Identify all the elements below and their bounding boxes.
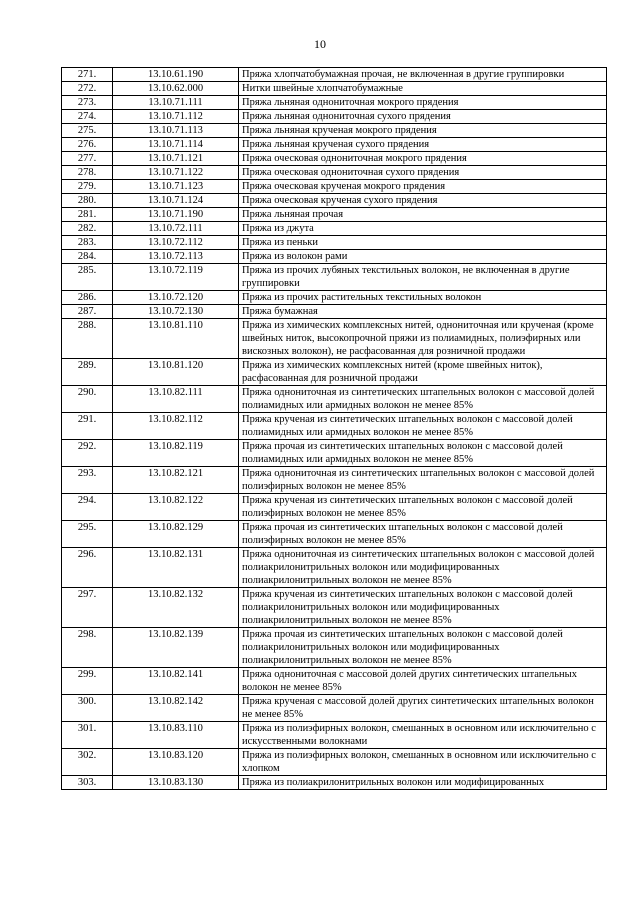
product-name: Пряжа из полиэфирных волокон, смешанных в основном или исключительно с хлопком	[239, 749, 607, 776]
row-number: 298.	[62, 628, 113, 668]
okpd-code: 13.10.72.130	[113, 305, 239, 319]
product-name: Нитки швейные хлопчатобумажные	[239, 82, 607, 96]
table-row	[62, 722, 607, 749]
product-name: Пряжа льняная прочая	[239, 208, 607, 222]
product-name: Пряжа из прочих растительных текстильных волокон	[239, 291, 607, 305]
row-number: 285.	[62, 264, 113, 291]
row-number: 284.	[62, 250, 113, 264]
product-name: Пряжа хлопчатобумажная прочая, не включенная в другие группировки	[239, 68, 607, 82]
product-name: Пряжа крученая из синтетических штапельных волокон с массовой долей полиамидных или армидных волокон не менее 85%	[239, 413, 607, 440]
okpd-code: 13.10.72.113	[113, 250, 239, 264]
okpd-code: 13.10.72.119	[113, 264, 239, 291]
product-name: Пряжа однониточная из синтетических штапельных волокон с массовой долей полиамидных или армидных волокон не менее 85%	[239, 386, 607, 413]
product-name: Пряжа оческовая однониточная сухого прядения	[239, 166, 607, 180]
table-row	[62, 467, 607, 494]
row-number: 293.	[62, 467, 113, 494]
okpd-code: 13.10.82.129	[113, 521, 239, 548]
product-name: Пряжа из прочих лубяных текстильных волокон, не включенная в другие группировки	[239, 264, 607, 291]
okpd-code: 13.10.71.122	[113, 166, 239, 180]
row-number: 276.	[62, 138, 113, 152]
okpd-code: 13.10.83.110	[113, 722, 239, 749]
product-name: Пряжа льняная крученая сухого прядения	[239, 138, 607, 152]
table-row	[62, 413, 607, 440]
okpd-code: 13.10.62.000	[113, 82, 239, 96]
okpd-code: 13.10.71.111	[113, 96, 239, 110]
row-number: 287.	[62, 305, 113, 319]
table-row	[62, 152, 607, 166]
table-row	[62, 291, 607, 305]
row-number: 271.	[62, 68, 113, 82]
product-name: Пряжа оческовая крученая мокрого прядения	[239, 180, 607, 194]
page-number: 10	[314, 37, 326, 51]
row-number: 294.	[62, 494, 113, 521]
okpd-code: 13.10.83.130	[113, 776, 239, 790]
row-number: 300.	[62, 695, 113, 722]
table-row	[62, 359, 607, 386]
table-row	[62, 264, 607, 291]
product-name: Пряжа прочая из синтетических штапельных волокон с массовой долей полиамидных или армидных волокон не менее 85%	[239, 440, 607, 467]
product-name: Пряжа льняная однониточная мокрого прядения	[239, 96, 607, 110]
product-name: Пряжа крученая из синтетических штапельных волокон с массовой долей полиакрилонитрильных волокон или модифицированных полиакрилонитрильных волокон не менее 85%	[239, 588, 607, 628]
table-row	[62, 440, 607, 467]
row-number: 289.	[62, 359, 113, 386]
okpd-code: 13.10.82.132	[113, 588, 239, 628]
table-row	[62, 319, 607, 359]
okpd-code: 13.10.72.120	[113, 291, 239, 305]
row-number: 303.	[62, 776, 113, 790]
row-number: 302.	[62, 749, 113, 776]
table-row	[62, 166, 607, 180]
table-row	[62, 180, 607, 194]
table-row	[62, 588, 607, 628]
product-name: Пряжа из полиэфирных волокон, смешанных в основном или исключительно с искусственными волокнами	[239, 722, 607, 749]
okpd-code: 13.10.71.124	[113, 194, 239, 208]
table-row	[62, 305, 607, 319]
row-number: 301.	[62, 722, 113, 749]
row-number: 297.	[62, 588, 113, 628]
product-name: Пряжа однониточная из синтетических штапельных волокон с массовой долей полиэфирных волокон не менее 85%	[239, 467, 607, 494]
product-name: Пряжа из джута	[239, 222, 607, 236]
row-number: 275.	[62, 124, 113, 138]
table-body	[62, 68, 607, 790]
product-name: Пряжа из полиакрилонитрильных волокон или модифицированных	[239, 776, 607, 790]
table-row	[62, 386, 607, 413]
row-number: 273.	[62, 96, 113, 110]
okpd-code: 13.10.82.111	[113, 386, 239, 413]
row-number: 281.	[62, 208, 113, 222]
table-row	[62, 548, 607, 588]
product-name: Пряжа из химических комплексных нитей, однониточная или крученая (кроме швейных ниток, высокопрочной пряжи из полиамидных, полиэфирных или вискозных волокон), не расфасованная для розничной продажи	[239, 319, 607, 359]
okpd-code: 13.10.71.123	[113, 180, 239, 194]
okpd-code: 13.10.81.110	[113, 319, 239, 359]
okpd-code: 13.10.81.120	[113, 359, 239, 386]
product-name: Пряжа прочая из синтетических штапельных волокон с массовой долей полиэфирных волокон не менее 85%	[239, 521, 607, 548]
product-name: Пряжа однониточная с массовой долей других синтетических штапельных волокон не менее 85%	[239, 668, 607, 695]
product-name: Пряжа льняная крученая мокрого прядения	[239, 124, 607, 138]
row-number: 292.	[62, 440, 113, 467]
product-name: Пряжа льняная однониточная сухого прядения	[239, 110, 607, 124]
table-row	[62, 668, 607, 695]
table-row	[62, 494, 607, 521]
row-number: 283.	[62, 236, 113, 250]
row-number: 299.	[62, 668, 113, 695]
row-number: 278.	[62, 166, 113, 180]
row-number: 272.	[62, 82, 113, 96]
okpd-code: 13.10.72.111	[113, 222, 239, 236]
row-number: 274.	[62, 110, 113, 124]
table-row	[62, 628, 607, 668]
row-number: 290.	[62, 386, 113, 413]
row-number: 280.	[62, 194, 113, 208]
table-row	[62, 82, 607, 96]
table-row	[62, 124, 607, 138]
row-number: 277.	[62, 152, 113, 166]
okpd-code: 13.10.82.122	[113, 494, 239, 521]
okpd-code: 13.10.82.119	[113, 440, 239, 467]
product-name: Пряжа из волокон рами	[239, 250, 607, 264]
product-name: Пряжа прочая из синтетических штапельных волокон с массовой долей полиакрилонитрильных волокон или модифицированных полиакрилонитрильных волокон не менее 85%	[239, 628, 607, 668]
okpd-code: 13.10.82.139	[113, 628, 239, 668]
okpd-code: 13.10.71.121	[113, 152, 239, 166]
okpd-code: 13.10.82.121	[113, 467, 239, 494]
table-row	[62, 194, 607, 208]
product-name: Пряжа оческовая крученая сухого прядения	[239, 194, 607, 208]
okpd-code: 13.10.61.190	[113, 68, 239, 82]
okpd-code: 13.10.72.112	[113, 236, 239, 250]
okpd-code: 13.10.82.142	[113, 695, 239, 722]
okpd-code: 13.10.71.114	[113, 138, 239, 152]
product-name: Пряжа из пеньки	[239, 236, 607, 250]
table-row	[62, 236, 607, 250]
row-number: 282.	[62, 222, 113, 236]
classifier-table	[61, 67, 607, 790]
row-number: 296.	[62, 548, 113, 588]
row-number: 291.	[62, 413, 113, 440]
okpd-code: 13.10.71.190	[113, 208, 239, 222]
table-row	[62, 222, 607, 236]
product-name: Пряжа однониточная из синтетических штапельных волокон с массовой долей полиакрилонитрильных волокон или модифицированных полиакрилонитрильных волокон не менее 85%	[239, 548, 607, 588]
product-name: Пряжа крученая с массовой долей других синтетических штапельных волокон не менее 85%	[239, 695, 607, 722]
table-row	[62, 208, 607, 222]
okpd-code: 13.10.71.113	[113, 124, 239, 138]
okpd-code: 13.10.82.141	[113, 668, 239, 695]
product-name: Пряжа оческовая однониточная мокрого прядения	[239, 152, 607, 166]
table-row	[62, 250, 607, 264]
product-name: Пряжа из химических комплексных нитей (кроме швейных ниток), расфасованная для розничной продажи	[239, 359, 607, 386]
okpd-code: 13.10.71.112	[113, 110, 239, 124]
product-name: Пряжа крученая из синтетических штапельных волокон с массовой долей полиэфирных волокон не менее 85%	[239, 494, 607, 521]
row-number: 279.	[62, 180, 113, 194]
table-row	[62, 96, 607, 110]
table-row	[62, 695, 607, 722]
row-number: 286.	[62, 291, 113, 305]
table-row	[62, 749, 607, 776]
table-row	[62, 68, 607, 82]
table-row	[62, 138, 607, 152]
row-number: 288.	[62, 319, 113, 359]
table-row	[62, 110, 607, 124]
okpd-code: 13.10.83.120	[113, 749, 239, 776]
product-name: Пряжа бумажная	[239, 305, 607, 319]
okpd-code: 13.10.82.131	[113, 548, 239, 588]
okpd-code: 13.10.82.112	[113, 413, 239, 440]
table-row	[62, 521, 607, 548]
table-row	[62, 776, 607, 790]
row-number: 295.	[62, 521, 113, 548]
